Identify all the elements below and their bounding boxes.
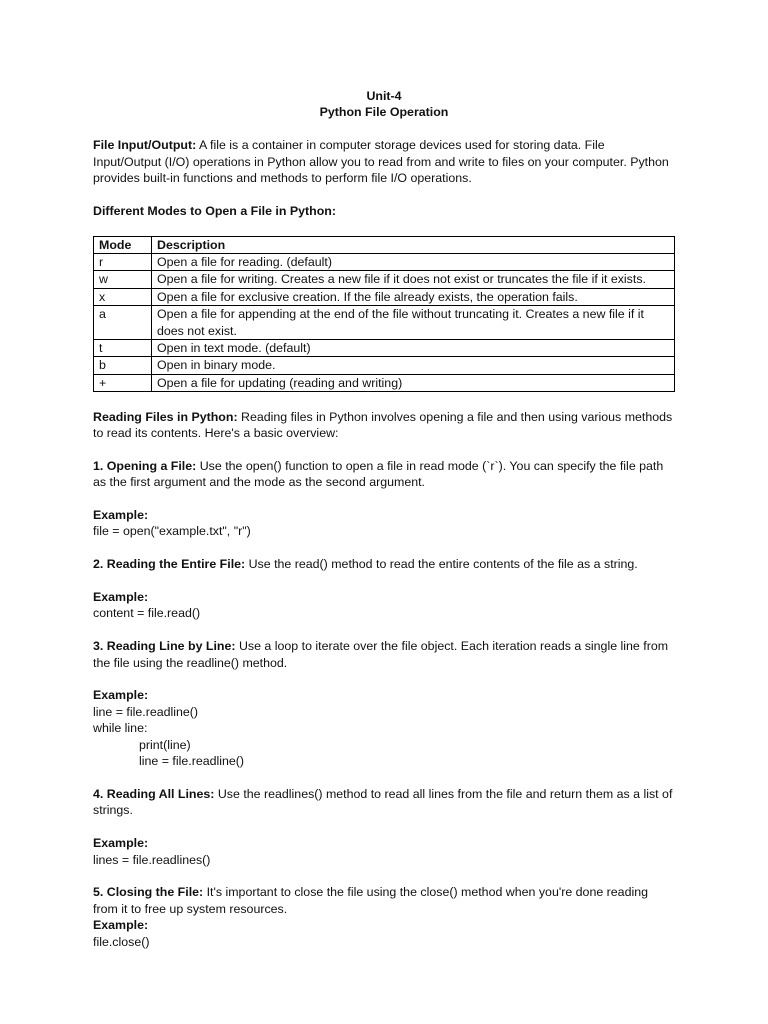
mode-cell: a	[94, 306, 152, 340]
column-header-description: Description	[152, 236, 675, 253]
table-row	[94, 374, 675, 391]
code-line: file = open("example.txt", "r")	[93, 524, 251, 539]
intro-heading: File Input/Output:	[93, 138, 197, 153]
table-row	[94, 288, 675, 305]
code-line: content = file.read()	[93, 606, 201, 621]
page-title: Python File Operation	[319, 105, 449, 120]
step-paragraph	[93, 638, 675, 671]
code-line: file.close()	[93, 934, 150, 949]
modes-table	[93, 236, 675, 393]
description-cell: Open in binary mode.	[152, 357, 675, 374]
intro-paragraph	[93, 137, 675, 186]
mode-cell: b	[94, 357, 152, 374]
code-line: line = file.readline()	[139, 754, 245, 769]
step-paragraph	[93, 786, 675, 819]
modes-heading: Different Modes to Open a File in Python:	[93, 203, 337, 218]
example-label: Example:	[93, 508, 149, 523]
mode-cell: x	[94, 288, 152, 305]
description-cell: Open a file for exclusive creation. If the file already exists, the operation fails.	[152, 288, 675, 305]
description-cell: Open in text mode. (default)	[152, 340, 675, 357]
reading-heading: Reading Files in Python:	[93, 409, 238, 424]
step-paragraph	[93, 884, 675, 917]
table-row	[94, 271, 675, 288]
step-heading: 2. Reading the Entire File:	[93, 557, 246, 572]
step-text: It's important to close the file using the close() method when you're done reading from it to free up system resources.	[93, 885, 649, 916]
intro-text: A file is a container in computer storage devices used for storing data. File Input/Output (I/O) operations in Python allow you to read from and write to files on your computer. Python provides built-in functions and methods to perform file I/O operations.	[93, 138, 669, 186]
table-row	[94, 254, 675, 271]
table-row	[94, 306, 675, 340]
step-text: Use the readlines() method to read all lines from the file and return them as a list of strings.	[93, 786, 673, 818]
mode-cell: r	[94, 254, 152, 271]
description-cell: Open a file for writing. Creates a new file if it does not exist or truncates the file if it exists.	[152, 271, 675, 288]
step-heading: 1. Opening a File:	[93, 458, 197, 473]
step-text: Use a loop to iterate over the file object. Each iteration reads a single line from the file using the readline() method.	[93, 639, 669, 670]
reading-paragraph	[93, 409, 675, 442]
table-row	[94, 357, 675, 374]
example-label: Example:	[93, 836, 149, 851]
step-text: Use the read() method to read the entire contents of the file as a string.	[245, 557, 638, 572]
mode-cell: t	[94, 340, 152, 357]
example-label: Example:	[93, 918, 149, 933]
step-heading: 4. Reading All Lines:	[93, 786, 215, 801]
step-paragraph	[93, 556, 675, 572]
code-line: print(line)	[139, 737, 191, 752]
example-label: Example:	[93, 688, 149, 703]
mode-cell: w	[94, 271, 152, 288]
mode-cell: +	[94, 374, 152, 391]
example-label: Example:	[93, 590, 149, 605]
step-text: Use the open() function to open a file in read mode (`r`). You can specify the file path as the first argument and the mode as the second argument.	[93, 458, 664, 490]
code-line: while line:	[93, 721, 148, 736]
table-row	[94, 340, 675, 357]
code-line: line = file.readline()	[93, 704, 199, 719]
description-cell: Open a file for reading. (default)	[152, 254, 675, 271]
step-heading: 3. Reading Line by Line:	[93, 639, 236, 654]
reading-text: Reading files in Python involves opening a file and then using various methods to read its contents. Here's a basic overview:	[93, 409, 673, 441]
code-line: lines = file.readlines()	[93, 852, 211, 867]
table-header-row	[94, 236, 675, 253]
step-paragraph	[93, 458, 675, 491]
description-cell: Open a file for updating (reading and writing)	[152, 374, 675, 391]
step-heading: 5. Closing the File:	[93, 885, 204, 900]
column-header-mode: Mode	[94, 236, 152, 253]
unit-label: Unit-4	[366, 89, 402, 103]
description-cell: Open a file for appending at the end of the file without truncating it. Creates a new file if it does not exist.	[152, 306, 675, 340]
